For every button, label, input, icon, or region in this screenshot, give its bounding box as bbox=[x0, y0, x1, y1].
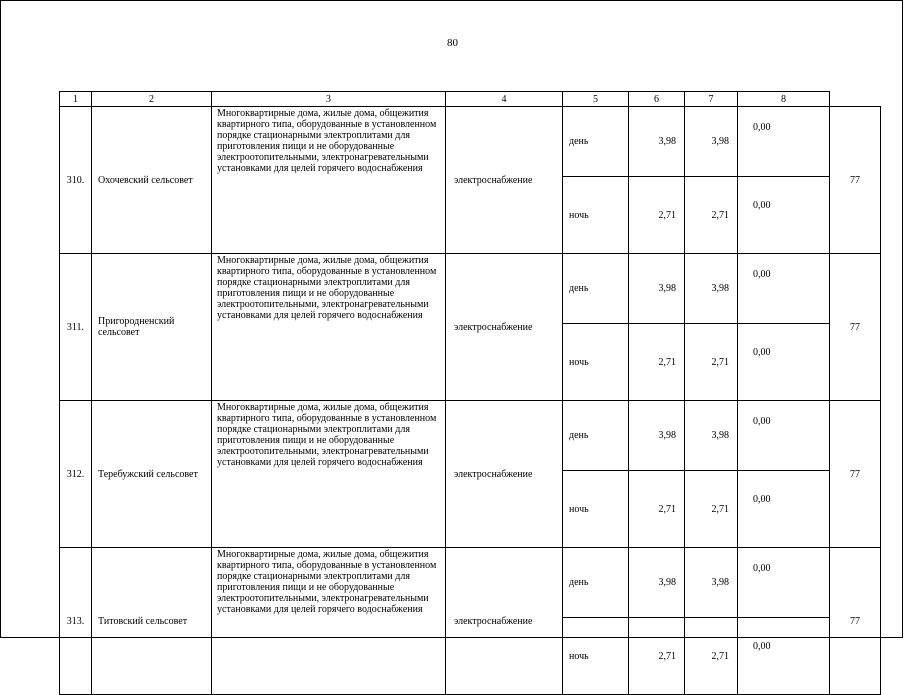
night-value-col5: 2,71 bbox=[629, 618, 685, 695]
consumer-description-text: Многоквартирные дома, жилые дома, общежития квартирного типа, оборудованные в установленном порядке стационарными электроплитами для приготовления пищи и не оборудованные электроотопительными, электронагревательными установками для целей горячего водоснабжения bbox=[217, 108, 437, 174]
day-value-col7: 0,00 bbox=[738, 548, 830, 618]
night-value-col6: 2,71 bbox=[685, 177, 738, 254]
consumer-description-text: Многоквартирные дома, жилые дома, общежития квартирного типа, оборудованные в установленном порядке стационарными электроплитами для приготовления пищи и не оборудованные электроотопительными, электронагревательными установками для целей горячего водоснабжения bbox=[217, 255, 437, 321]
settlement-name: Титовский сельсовет bbox=[92, 548, 212, 695]
night-value-col7: 0,00 bbox=[738, 618, 830, 695]
day-value-col7: 0,00 bbox=[738, 401, 830, 471]
row-number: 310. bbox=[60, 107, 92, 254]
settlement-name: Пригородненский сельсовет bbox=[92, 254, 212, 401]
period-day-label: день bbox=[563, 548, 629, 618]
table-row bbox=[60, 107, 881, 177]
row-number: 313. bbox=[60, 548, 92, 695]
day-value-col6: 3,98 bbox=[685, 107, 738, 177]
table-row bbox=[60, 401, 881, 471]
period-day-label: день bbox=[563, 107, 629, 177]
night-value-col5: 2,71 bbox=[629, 324, 685, 401]
tariff-table bbox=[59, 91, 881, 695]
day-value-col7: 0,00 bbox=[738, 107, 830, 177]
row-number: 311. bbox=[60, 254, 92, 401]
period-day-label: день bbox=[563, 401, 629, 471]
period-night-label: ночь bbox=[563, 471, 629, 548]
night-value-col6: 2,71 bbox=[685, 618, 738, 695]
night-value-col7: 0,00 bbox=[738, 177, 830, 254]
column-header: 4 bbox=[446, 92, 563, 107]
row-number: 312. bbox=[60, 401, 92, 548]
consumer-description bbox=[212, 548, 446, 695]
column-header: 5 bbox=[563, 92, 629, 107]
service-type: электроснабжение bbox=[446, 254, 563, 401]
column-header: 8 bbox=[738, 92, 830, 107]
night-value-col7: 0,00 bbox=[738, 324, 830, 401]
settlement-name: Теребужский сельсовет bbox=[92, 401, 212, 548]
day-value-col5: 3,98 bbox=[629, 254, 685, 324]
consumer-description-text: Многоквартирные дома, жилые дома, общежития квартирного типа, оборудованные в установленном порядке стационарными электроплитами для приготовления пищи и не оборудованные электроотопительными, электронагревательными установками для целей горячего водоснабжения bbox=[217, 402, 437, 468]
night-value-col6: 2,71 bbox=[685, 324, 738, 401]
column-header: 1 bbox=[60, 92, 92, 107]
service-type: электроснабжение bbox=[446, 107, 563, 254]
consumer-description bbox=[212, 107, 446, 254]
total-value: 77 bbox=[830, 254, 881, 401]
table-row bbox=[60, 548, 881, 618]
day-value-col6: 3,98 bbox=[685, 548, 738, 618]
night-value-col6: 2,71 bbox=[685, 471, 738, 548]
page-number: 80 bbox=[447, 37, 458, 49]
total-value: 77 bbox=[830, 401, 881, 548]
night-value-col5: 2,71 bbox=[629, 471, 685, 548]
day-value-col5: 3,98 bbox=[629, 107, 685, 177]
period-night-label: ночь bbox=[563, 177, 629, 254]
period-night-label: ночь bbox=[563, 618, 629, 695]
service-type: электроснабжение bbox=[446, 548, 563, 695]
column-header: 6 bbox=[629, 92, 685, 107]
day-value-col7: 0,00 bbox=[738, 254, 830, 324]
service-type: электроснабжение bbox=[446, 401, 563, 548]
total-value: 77 bbox=[830, 548, 881, 695]
table-row bbox=[60, 254, 881, 324]
consumer-description-text: Многоквартирные дома, жилые дома, общежития квартирного типа, оборудованные в установленном порядке стационарными электроплитами для приготовления пищи и не оборудованные электроотопительными, электронагревательными установками для целей горячего водоснабжения bbox=[217, 549, 437, 615]
table-header-row bbox=[60, 92, 881, 107]
consumer-description bbox=[212, 401, 446, 548]
column-header: 3 bbox=[212, 92, 446, 107]
day-value-col6: 3,98 bbox=[685, 401, 738, 471]
consumer-description bbox=[212, 254, 446, 401]
day-value-col6: 3,98 bbox=[685, 254, 738, 324]
day-value-col5: 3,98 bbox=[629, 401, 685, 471]
period-day-label: день bbox=[563, 254, 629, 324]
night-value-col5: 2,71 bbox=[629, 177, 685, 254]
day-value-col5: 3,98 bbox=[629, 548, 685, 618]
night-value-col7: 0,00 bbox=[738, 471, 830, 548]
column-header: 2 bbox=[92, 92, 212, 107]
period-night-label: ночь bbox=[563, 324, 629, 401]
total-value: 77 bbox=[830, 107, 881, 254]
column-header: 7 bbox=[685, 92, 738, 107]
settlement-name: Охочевский сельсовет bbox=[92, 107, 212, 254]
